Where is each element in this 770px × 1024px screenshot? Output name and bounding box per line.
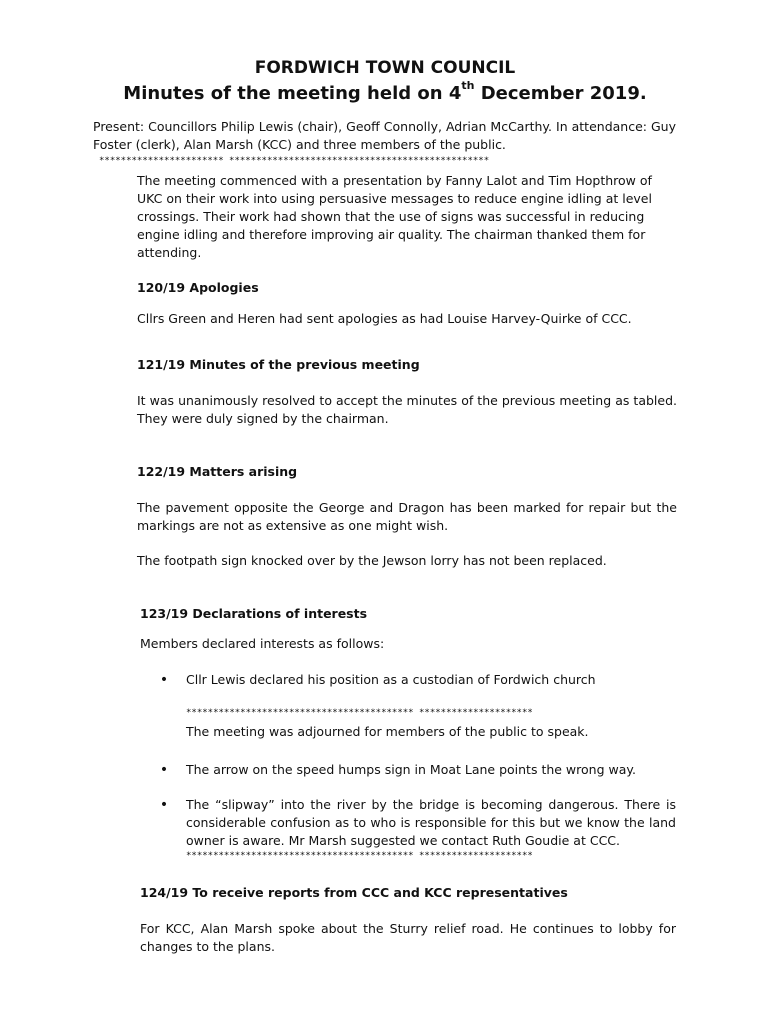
present-paragraph: Present: Councillors Philip Lewis (chair), Geoff Connolly, Adrian McCarthy. In attendance: Guy Foster (clerk), Alan Marsh (KCC) and three members of the public. <box>93 119 676 152</box>
bullet-marker: • <box>159 672 169 688</box>
heading-previous-minutes: 121/19 Minutes of the previous meeting <box>137 357 420 372</box>
bullet-marker: • <box>159 762 169 778</box>
heading-matters-arising: 122/19 Matters arising <box>137 464 298 479</box>
separator-top: *********************** ************************************************ <box>99 156 490 166</box>
matters-arising-text-2: The footpath sign knocked over by the Jewson lorry has not been replaced. <box>137 553 607 568</box>
title-suffix: December 2019. <box>474 83 647 104</box>
bullet-item-speed-humps: The arrow on the speed humps sign in Moat Lane points the wrong way. <box>186 762 636 777</box>
adjourned-text: The meeting was adjourned for members of the public to speak. <box>186 724 589 739</box>
separator-middle: ****************************************** ********************* <box>186 708 533 718</box>
bullet-marker: • <box>159 797 169 813</box>
apologies-text: Cllrs Green and Heren had sent apologies as had Louise Harvey-Quirke of CCC. <box>137 311 632 326</box>
heading-apologies: 120/19 Apologies <box>137 280 259 295</box>
council-name: FORDWICH TOWN COUNCIL <box>254 58 516 78</box>
title-prefix: Minutes of the meeting held on 4 <box>123 83 462 104</box>
heading-declarations: 123/19 Declarations of interests <box>140 606 368 621</box>
page-title <box>0 79 770 106</box>
separator-end: ****************************************** ********************* <box>186 851 533 861</box>
previous-minutes-text: It was unanimously resolved to accept the minutes of the previous meeting as tabled. They were duly signed by the chairman. <box>137 393 677 426</box>
bullet-item-slipway: The “slipway” into the river by the bridge is becoming dangerous. There is considerable confusion as to who is responsible for this but we know the land owner is aware. Mr Marsh suggested we contact Ruth Goudie at CCC. <box>186 797 676 848</box>
matters-arising-text-1: The pavement opposite the George and Dragon has been marked for repair but the markings are not as extensive as one might wish. <box>137 500 677 533</box>
bullet-item-lewis: Cllr Lewis declared his position as a custodian of Fordwich church <box>186 672 596 687</box>
reports-text: For KCC, Alan Marsh spoke about the Sturry relief road. He continues to lobby for changes to the plans. <box>140 921 676 954</box>
heading-reports: 124/19 To receive reports from CCC and KCC representatives <box>140 885 568 900</box>
intro-paragraph: The meeting commenced with a presentation by Fanny Lalot and Tim Hopthrow of UKC on their work into using persuasive messages to reduce engine idling at level crossings. Their work had shown that the use of signs was successful in reducing engine idling and therefore improving air quality. The chairman thanked them for attending. <box>137 173 652 260</box>
declarations-text: Members declared interests as follows: <box>140 636 385 651</box>
title-superscript: th <box>461 79 475 92</box>
